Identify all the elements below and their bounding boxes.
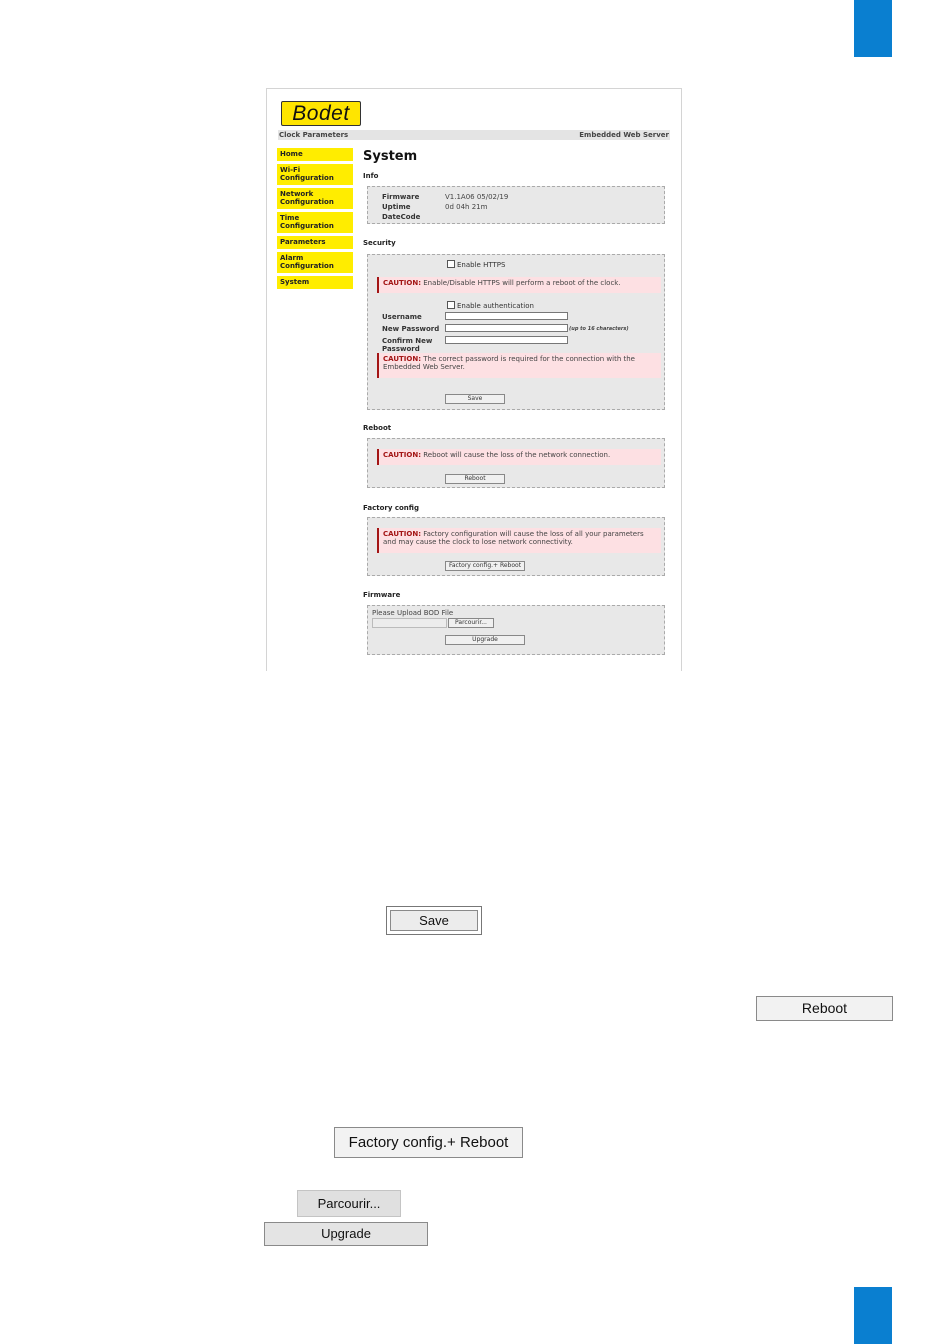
nav-network[interactable]: Network Configuration — [277, 188, 353, 209]
newpass-label: New Password — [382, 325, 440, 333]
uptime-label: Uptime — [382, 203, 411, 211]
nav-wifi[interactable]: Wi-Fi Configuration — [277, 164, 353, 185]
caution-text: Factory configuration will cause the loss of all your parameters and may cause the clock to lose network connectivity. — [383, 530, 644, 546]
file-path-field[interactable] — [372, 618, 447, 628]
caution-label: CAUTION: — [383, 451, 422, 459]
reboot-box — [367, 438, 665, 488]
firmware-heading: Firmware — [363, 591, 401, 599]
auth-checkbox[interactable] — [447, 301, 455, 309]
page-title: System — [363, 149, 418, 164]
web-server-screenshot — [266, 88, 682, 671]
caution-label: CAUTION: — [383, 530, 422, 538]
upgrade-button-small[interactable]: Upgrade — [445, 635, 525, 645]
save-button[interactable]: Save — [390, 910, 478, 931]
info-box — [367, 186, 665, 224]
caution-label: CAUTION: — [383, 355, 422, 363]
header-bar — [278, 130, 670, 140]
header-right: Embedded Web Server — [579, 131, 669, 139]
upload-label: Please Upload BOD File — [372, 609, 454, 617]
bodet-logo: Bodet — [281, 101, 361, 126]
reboot-button-small[interactable]: Reboot — [445, 474, 505, 484]
header-left: Clock Parameters — [279, 131, 349, 139]
save-button-small[interactable]: Save — [445, 394, 505, 404]
confirm-password-input[interactable] — [445, 336, 568, 344]
nav-alarm[interactable]: Alarm Configuration — [277, 252, 353, 273]
username-input[interactable] — [445, 312, 568, 320]
caution-text: Reboot will cause the loss of the network connection. — [421, 451, 611, 459]
nav-parameters[interactable]: Parameters — [277, 236, 353, 249]
upgrade-button[interactable]: Upgrade — [264, 1222, 428, 1246]
new-password-input[interactable] — [445, 324, 568, 332]
caution-text: The correct password is required for the connection with the Embedded Web Server. — [383, 355, 635, 371]
reboot-button[interactable]: Reboot — [756, 996, 893, 1021]
info-heading: Info — [363, 172, 379, 180]
factory-config-reboot-button[interactable]: Factory config.+ Reboot — [334, 1127, 523, 1158]
factory-heading: Factory config — [363, 504, 419, 512]
nav-system[interactable]: System — [277, 276, 353, 289]
datecode-label: DateCode — [382, 213, 421, 221]
browse-button-small[interactable]: Parcourir... — [448, 618, 494, 628]
page-tab-bottom — [854, 1287, 892, 1344]
factory-button-small[interactable]: Factory config.+ Reboot — [445, 561, 525, 571]
reboot-heading: Reboot — [363, 424, 392, 432]
username-label: Username — [382, 313, 422, 321]
https-label: Enable HTTPS — [457, 261, 506, 269]
password-caution — [377, 353, 661, 378]
uptime-value: 0d 04h 21m — [445, 203, 488, 211]
security-box — [367, 254, 665, 410]
caution-label: CAUTION: — [383, 279, 422, 287]
sidebar-nav — [277, 148, 353, 292]
auth-label: Enable authentication — [457, 302, 534, 310]
reboot-caution — [377, 449, 661, 465]
nav-time[interactable]: Time Configuration — [277, 212, 353, 233]
password-hint: (up to 16 characters) — [569, 326, 629, 332]
confirm-label: Confirm New Password — [382, 337, 433, 353]
nav-home[interactable]: Home — [277, 148, 353, 161]
security-heading: Security — [363, 239, 396, 247]
firmware-value: V1.1A06 05/02/19 — [445, 193, 509, 201]
factory-caution — [377, 528, 661, 553]
browse-button[interactable]: Parcourir... — [297, 1190, 401, 1217]
page-tab-top — [854, 0, 892, 57]
https-checkbox[interactable] — [447, 260, 455, 268]
https-caution — [377, 277, 661, 293]
firmware-label: Firmware — [382, 193, 420, 201]
firmware-box — [367, 605, 665, 655]
main-content — [363, 148, 669, 643]
factory-box — [367, 517, 665, 576]
save-button-frame — [386, 906, 482, 935]
caution-text: Enable/Disable HTTPS will perform a reboot of the clock. — [421, 279, 621, 287]
